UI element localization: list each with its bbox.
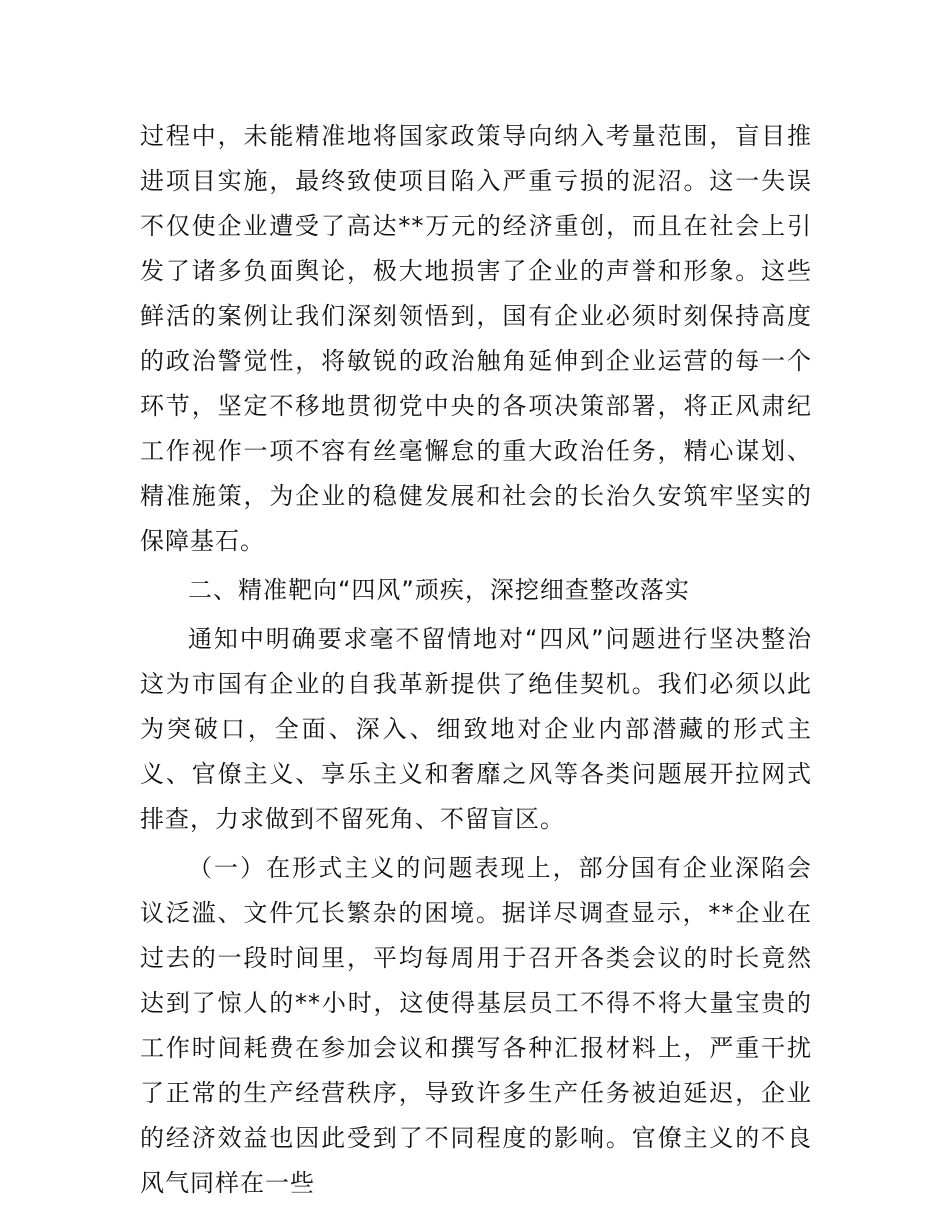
document-body: [140, 114, 812, 1206]
paragraph-continuation: 过程中，未能精准地将国家政策导向纳入考量范围，盲目推进项目实施，最终致使项目陷入严重亏损的泥沼。这一失误不仅使企业遭受了高达**万元的经济重创，而且在社会上引发了诸多负面舆论，极大地损害了企业的声誉和形象。这些鲜活的案例让我们深刻领悟到，国有企业必须时刻保持高度的政治警觉性，将敏锐的政治触角延伸到企业运营的每一个环节，坚定不移地贯彻党中央的各项决策部署，将正风肃纪工作视作一项不容有丝毫懈怠的重大政治任务，精心谋划、精准施策，为企业的稳健发展和社会的长治久安筑牢坚实的保障基石。: [140, 122, 812, 555]
paragraph-formalism: （一）在形式主义的问题表现上，部分国有企业深陷会议泛滥、文件冗长繁杂的困境。据详尽调查显示，**企业在过去的一段时间里，平均每周用于召开各类会议的时长竟然达到了惊人的**小时，这使得基层员工不得不将大量宝贵的工作时间耗费在参加会议和撰写各种汇报材料上，严重干扰了正常的生产经营秩序，导致许多生产任务被迫延迟，企业的经济效益也因此受到了不同程度的影响。官僚主义的不良风气同样在一些: [140, 854, 812, 1197]
section-heading: 二、精准靶向“四风”顽疾，深挖细查整改落实: [188, 576, 690, 604]
paragraph-four-winds: 通知中明确要求毫不留情地对“四风”问题进行坚决整治这为市国有企业的自我革新提供了绝佳契机。我们必须以此为突破口，全面、深入、细致地对企业内部潜藏的形式主义、官僚主义、享乐主义和奢靡之风等各类问题展开拉网式排查，力求做到不留死角、不留盲区。: [140, 625, 812, 833]
